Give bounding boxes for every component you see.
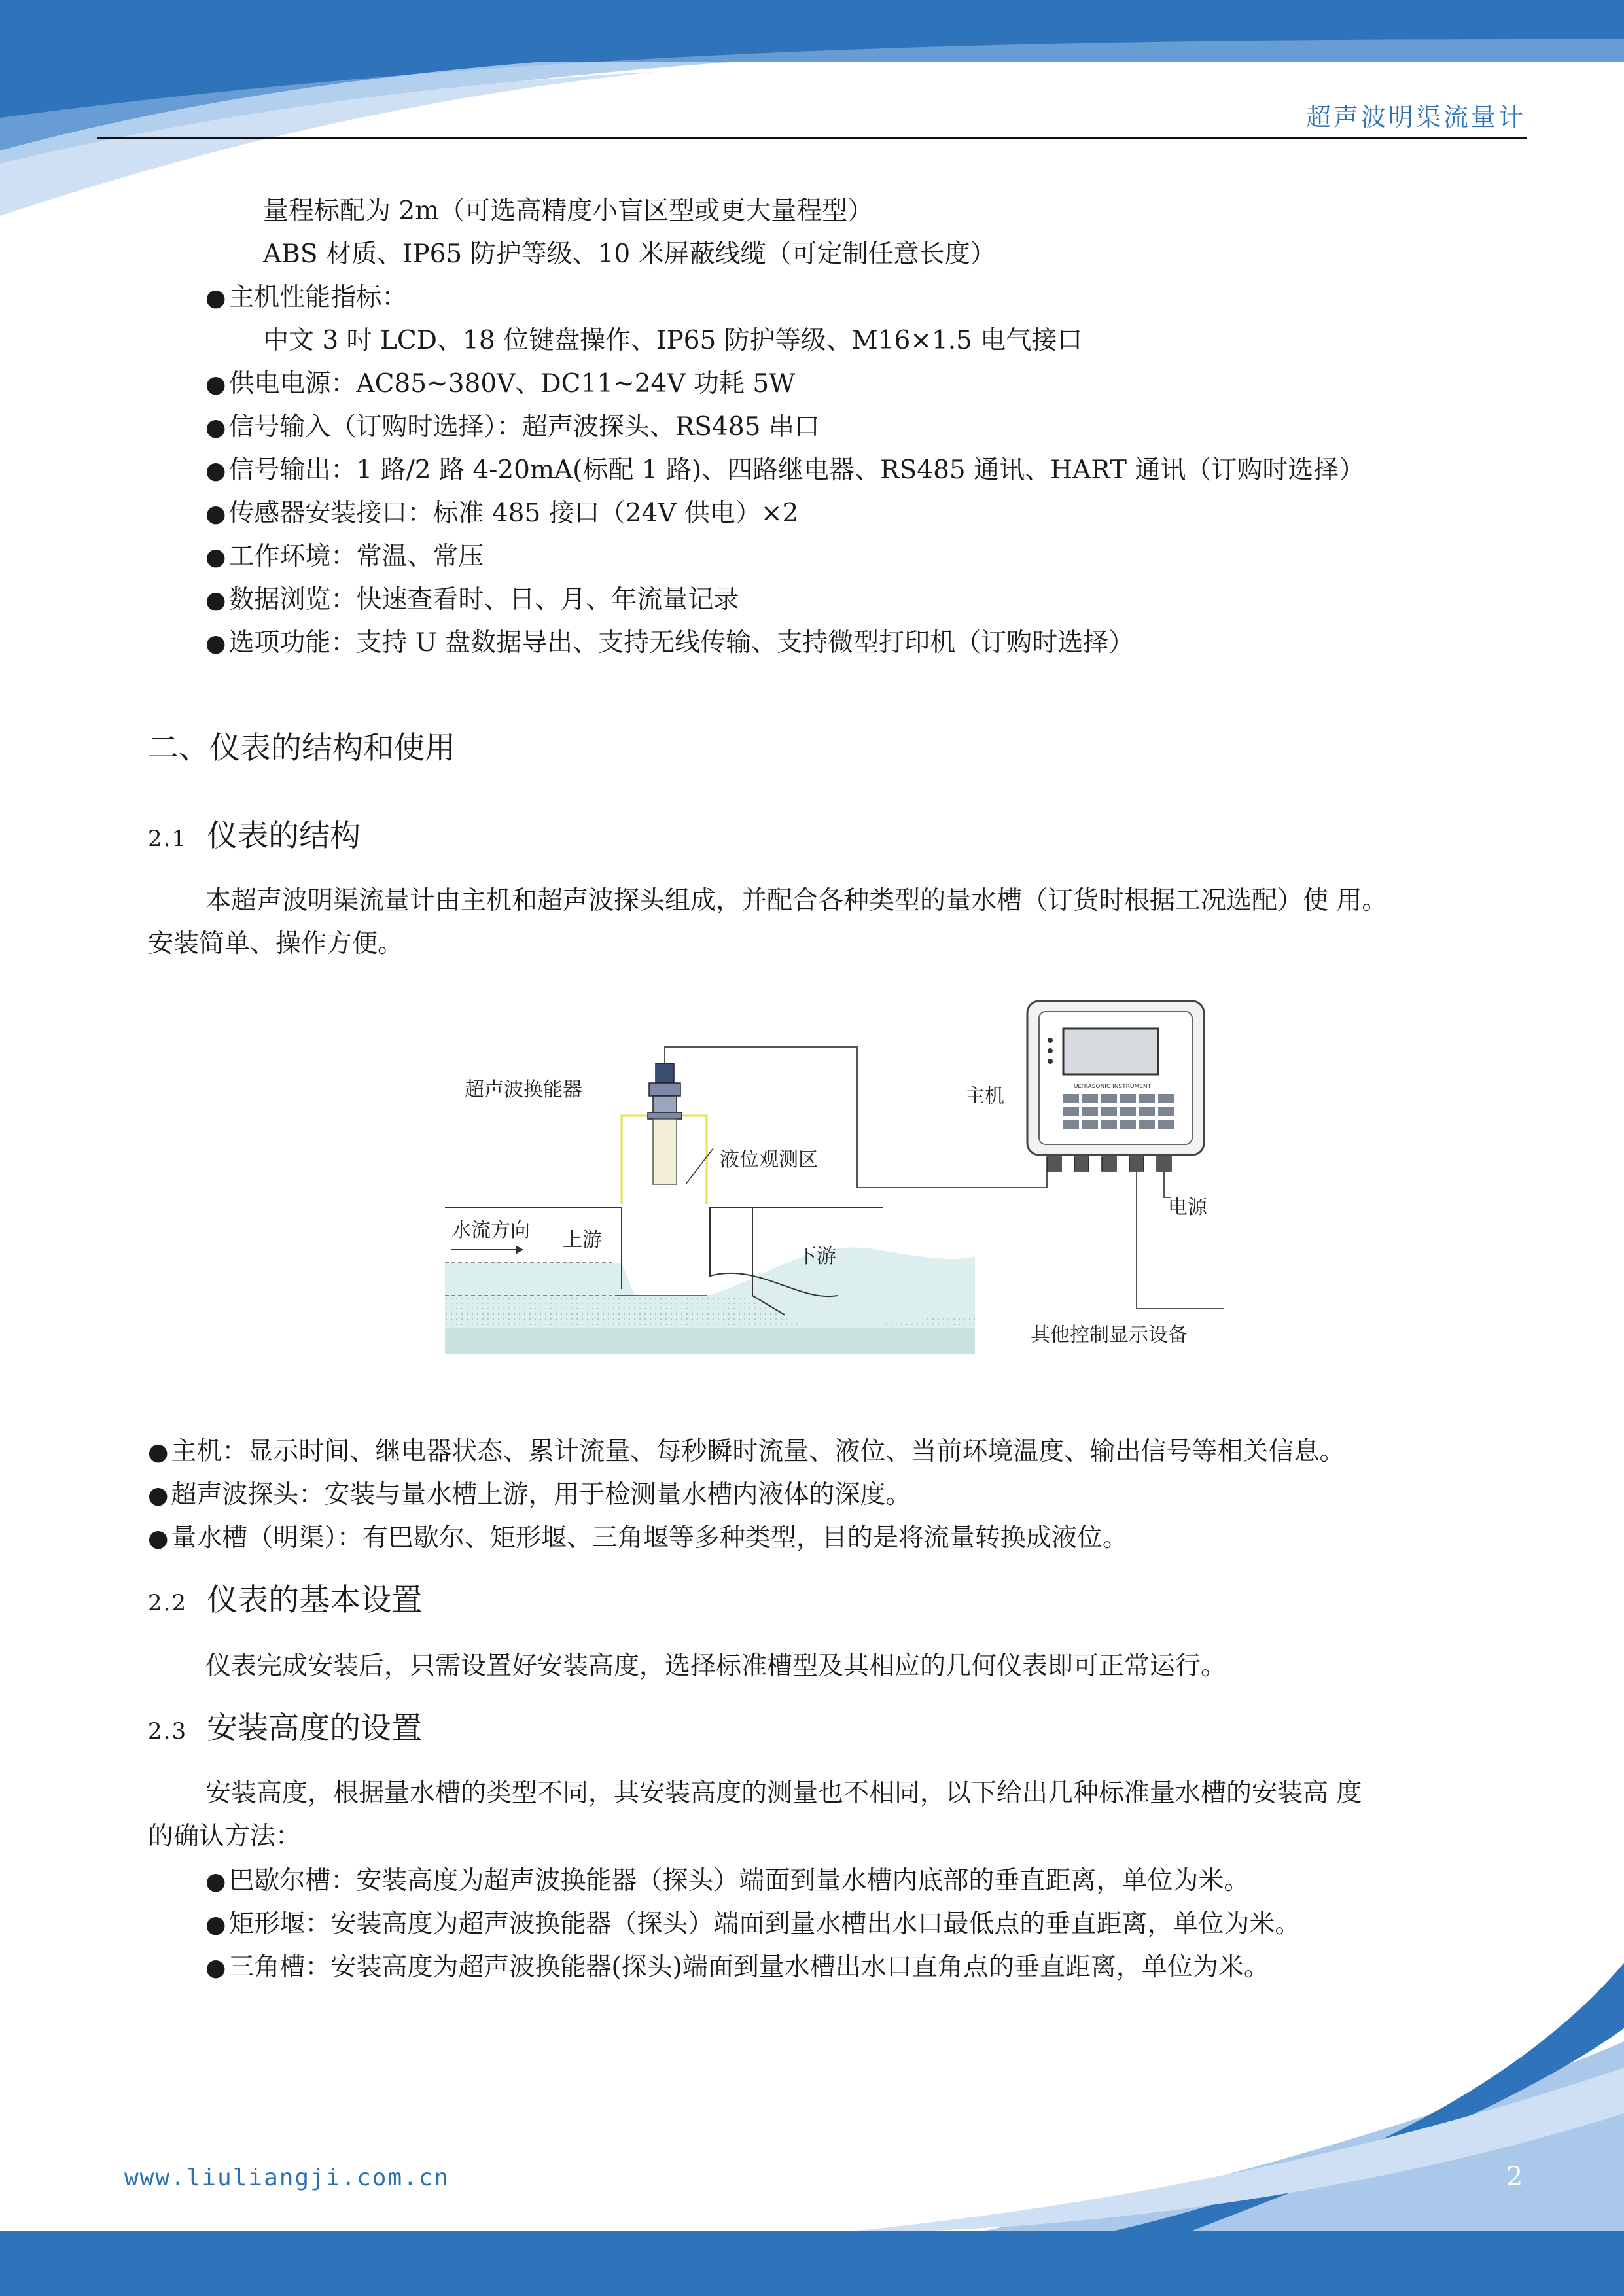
spec-line: ● 传感器安装接口：标准 485 接口（24V 供电）×2 [205,499,799,528]
bullet: ● [148,1439,169,1466]
header-title: 超声波明渠流量计 [1305,103,1526,132]
label-upstream: 上游 [563,1229,602,1252]
section-title: 二、仪表的结构和使用 [148,730,455,766]
spec-line: 量程标配为 2m（可选高精度小盲区型或更大量程型） [263,196,874,226]
footer-website-link[interactable]: www.liuliangji.com.cn [124,2164,450,2191]
label-host: 主机 [965,1085,1004,1108]
label-transducer: 超声波换能器 [465,1078,582,1101]
bullet: ● [205,1911,226,1938]
spec-line: ● 工作环境：常温、常压 [205,542,484,571]
spec-line: ● 信号输出：1 路/2 路 4-20mA(标配 1 路)、四路继电器、RS485 通讯、HART 通讯（订购时选择） [205,455,1365,485]
paragraph-line: 安装简单、操作方便。 [148,929,404,959]
height-line: ● 三角槽：安装高度为超声波换能器(探头)端面到量水槽出水口直角点的垂直距离，单位为米。 [205,1952,1269,1982]
header-rule [97,137,1527,139]
subsection-title: 2.2 仪表的基本设置 [148,1582,423,1618]
bullet: ● [148,1525,169,1552]
bullet: ● [205,544,226,571]
subsection-title: 2.1 仪表的结构 [148,818,361,854]
bullet: ● [205,630,226,657]
bullet: ● [205,587,226,614]
bullet: ● [205,285,226,311]
component-line: ● 超声波探头：安装与量水槽上游，用于检测量水槽内液体的深度。 [148,1480,911,1510]
spec-line: 中文 3 吋 LCD、18 位键盘操作、IP65 防护等级、M16×1.5 电气接口 [263,326,1083,355]
label-power: 电源 [1168,1196,1207,1219]
bullet: ● [148,1482,169,1509]
spec-line: ● 选项功能：支持 U 盘数据导出、支持无线传输、支持微型打印机（订购时选择） [205,628,1135,658]
label-level-zone: 液位观测区 [720,1148,818,1171]
height-line: ● 巴歇尔槽：安装高度为超声波换能器（探头）端面到量水槽内底部的垂直距离，单位为米。 [205,1866,1250,1896]
label-other-devices: 其他控制显示设备 [1031,1324,1188,1347]
height-line: ● 矩形堰：安装高度为超声波换能器（探头）端面到量水槽出水口最低点的垂直距离，单位为米。 [205,1909,1301,1939]
spec-line: ● 信号输入（订购时选择）：超声波探头、RS485 串口 [205,412,820,442]
spec-line: ● 主机性能指标： [205,283,408,312]
panel-brand-text: ULTRASONIC INSTRUMENT [1073,1084,1152,1090]
bullet: ● [205,1954,226,1981]
spec-line: ● 数据浏览：快速查看时、日、月、年流量记录 [205,585,739,614]
bullet: ● [205,457,226,484]
paragraph-line: 安装高度，根据量水槽的类型不同，其安装高度的测量也不相同，以下给出几种标准量水槽的安装高 度 [205,1778,1362,1808]
component-line: ● 主机：显示时间、继电器状态、累计流量、每秒瞬时流量、液位、当前环境温度、输出信号等相关信息。 [148,1437,1345,1466]
label-downstream: 下游 [797,1245,836,1268]
bullet: ● [205,1868,226,1895]
label-flow-direction: 水流方向 [451,1219,530,1242]
bullet: ● [205,371,226,398]
spec-line: ● 供电电源：AC85~380V、DC11~24V 功耗 5W [205,369,796,398]
structure-diagram [419,988,1243,1368]
bullet: ● [205,501,226,527]
paragraph-line: 仪表完成安装后，只需设置好安装高度，选择标准槽型及其相应的几何仪表即可正常运行。 [205,1651,1227,1681]
paragraph-line: 的确认方法： [148,1822,302,1851]
paragraph-line: 本超声波明渠流量计由主机和超声波探头组成，并配合各种类型的量水槽（订货时根据工况选配）使 用。 [205,886,1388,915]
spec-line: ABS 材质、IP65 防护等级、10 米屏蔽线缆（可定制任意长度） [263,239,996,269]
bullet: ● [205,414,226,441]
subsection-title: 2.3 安装高度的设置 [148,1710,423,1746]
component-line: ● 量水槽（明渠）：有巴歇尔、矩形堰、三角堰等多种类型，目的是将流量转换成液位。 [148,1523,1128,1553]
page-number: 2 [1506,2162,1523,2192]
